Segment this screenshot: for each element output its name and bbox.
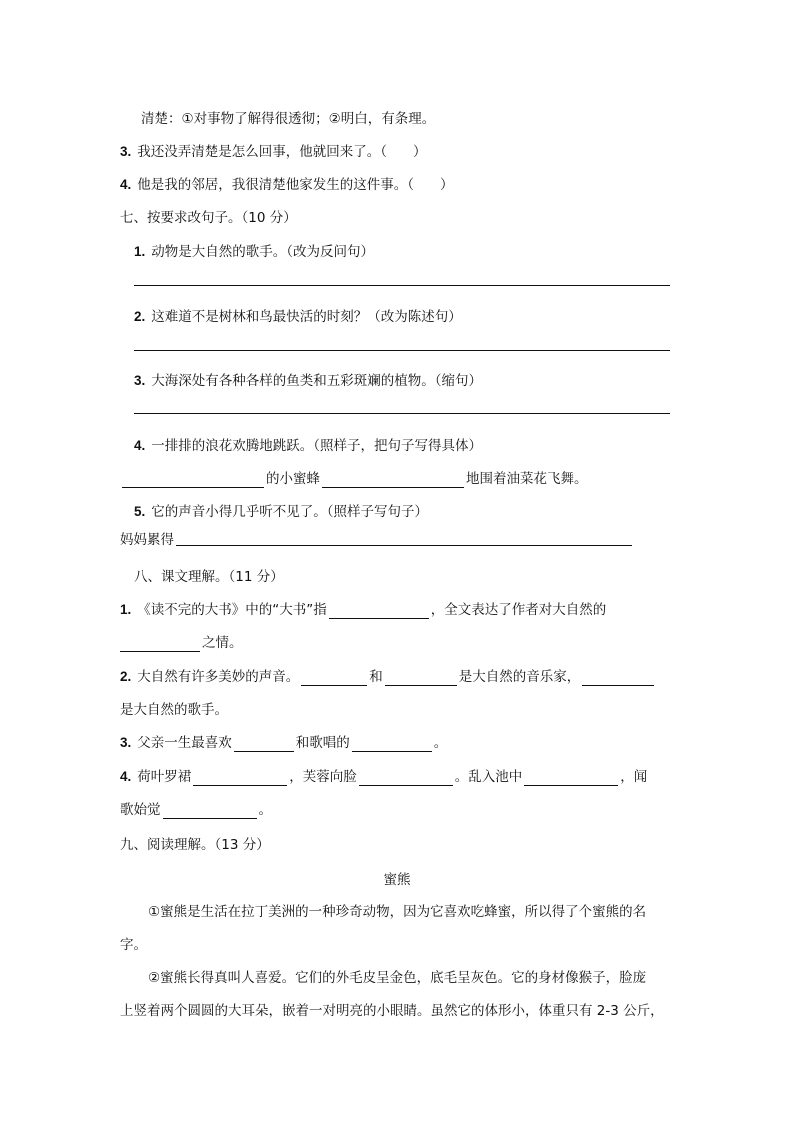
s7-item-2 — [134, 308, 462, 326]
question-text: 《读不完的大书》中的“大书”指 — [137, 602, 327, 618]
item-text: 一排排的浪花欢腾地跳跃。（照样子，把句子写得具体） — [151, 438, 483, 454]
fill-blank[interactable] — [163, 804, 257, 819]
s8-q1 — [120, 601, 606, 619]
paren-close: ） — [413, 144, 427, 160]
question-number: 4. — [120, 177, 132, 192]
question-text: 大自然有许多美妙的声音。 — [137, 669, 300, 685]
item-text: 它的声音小得几乎听不见了。（照样子写句子） — [151, 504, 429, 520]
fill-text: 地围着油菜花飞舞。 — [466, 471, 588, 487]
question-text: 他是我的邻居，我很清楚他家发生的这件事。（ — [137, 177, 415, 193]
item-number: 4. — [134, 438, 146, 453]
item-number: 5. — [134, 504, 146, 519]
question-number: 2. — [120, 669, 132, 684]
question-text: ，芙蓉向脸 — [289, 769, 357, 785]
question-text: 。乱入池中 — [454, 769, 523, 785]
fill-blank[interactable] — [193, 771, 287, 786]
answer-line-1[interactable] — [134, 285, 670, 286]
answer-line-5[interactable] — [176, 545, 632, 546]
s8-q3 — [120, 734, 447, 752]
fill-blank[interactable] — [582, 671, 654, 686]
fill-blank[interactable] — [352, 737, 432, 752]
question-text: 我还没弄清楚是怎么回事，他就回来了。（ — [137, 144, 388, 160]
question-number: 3. — [120, 144, 132, 159]
fill-blank[interactable] — [524, 771, 618, 786]
question-text: 。 — [433, 735, 448, 751]
section-9-heading: 九、阅读理解。（13 分） — [120, 837, 270, 853]
fill-blank[interactable] — [301, 671, 367, 686]
answer-line-3[interactable] — [134, 413, 670, 414]
question-text: ，全文表达了作者对大自然的 — [430, 602, 607, 618]
fill-blank[interactable] — [359, 771, 453, 786]
section-8-heading: 八、课文理解。（11 分） — [134, 569, 284, 585]
reading-title: 蜜熊 — [383, 872, 411, 888]
fill-blank[interactable] — [122, 473, 264, 488]
s7-item-5 — [134, 503, 428, 521]
s7-item-4-fill — [120, 470, 588, 488]
s7-item-5-fill-label: 妈妈累得 — [120, 532, 174, 548]
item-number: 3. — [134, 373, 146, 388]
question-3 — [120, 143, 427, 161]
paragraph-1-line-2: 字。 — [120, 937, 147, 953]
definition-clear: 清楚：①对事物了解得很透彻；②明白，有条理。 — [141, 111, 436, 127]
s8-q4 — [120, 768, 647, 786]
fill-blank[interactable] — [385, 671, 457, 686]
question-text: 。 — [258, 802, 272, 818]
answer-line-2[interactable] — [134, 350, 670, 351]
item-text: 大海深处有各种各样的鱼类和五彩斑斓的植物。（缩句） — [151, 373, 483, 389]
s8-q2-cont: 是大自然的歌手。 — [120, 702, 228, 718]
question-text: 和 — [369, 669, 383, 685]
s7-item-3 — [134, 372, 482, 390]
question-4 — [120, 176, 454, 194]
question-text: 和歌唱的 — [295, 735, 350, 751]
s7-item-4 — [134, 437, 482, 455]
s8-q1-cont — [120, 634, 243, 652]
item-text: 这难道不是树林和鸟最快活的时刻？（改为陈述句） — [151, 309, 462, 325]
paragraph-1-line-1: ①蜜熊是生活在拉丁美洲的一种珍奇动物，因为它喜欢吃蜂蜜，所以得了个蜜熊的名 — [148, 904, 647, 920]
section-7-heading: 七、按要求改句子。（10 分） — [120, 210, 297, 226]
fill-blank[interactable] — [120, 637, 200, 652]
fill-blank[interactable] — [234, 737, 294, 752]
question-text: 歌始觉 — [120, 802, 161, 818]
question-text: 父亲一生最喜欢 — [137, 735, 232, 751]
question-number: 3. — [120, 735, 132, 750]
item-number: 1. — [134, 244, 146, 259]
question-number: 4. — [120, 769, 132, 784]
fill-blank[interactable] — [329, 604, 429, 619]
question-text: ，闻 — [620, 769, 648, 785]
paren-close: ） — [440, 177, 454, 193]
question-text: 是大自然的音乐家， — [458, 669, 581, 685]
s8-q2 — [120, 668, 656, 686]
question-text: 之情。 — [202, 635, 243, 651]
s8-q4-cont — [120, 801, 272, 819]
fill-text: 的小蜜蜂 — [266, 471, 320, 487]
paragraph-2-line-2: 上竖着两个圆圆的大耳朵，嵌着一对明亮的小眼睛。虽然它的体形小，体重只有 2-3 公斤， — [120, 1003, 664, 1019]
fill-blank[interactable] — [322, 473, 464, 488]
question-number: 1. — [120, 602, 132, 617]
item-number: 2. — [134, 309, 146, 324]
item-text: 动物是大自然的歌手。（改为反问句） — [151, 244, 375, 260]
s7-item-1 — [134, 243, 374, 261]
paragraph-2-line-1: ②蜜熊长得真叫人喜爱。它们的外毛皮呈金色，底毛呈灰色。它的身材像猴子，脸庞 — [148, 970, 647, 986]
question-text: 荷叶罗裙 — [137, 769, 192, 785]
